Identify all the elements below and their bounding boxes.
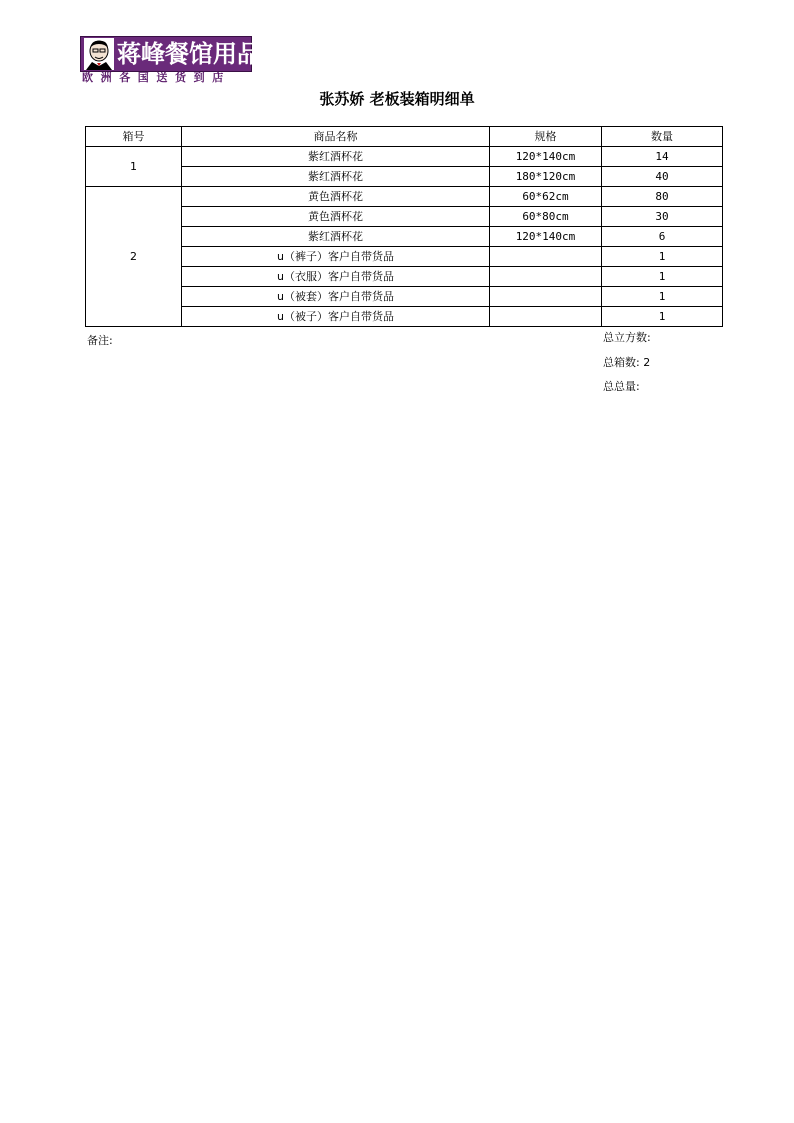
quantity-cell: 80 <box>602 187 723 207</box>
spec-cell <box>490 307 602 327</box>
spec-cell <box>490 267 602 287</box>
quantity-cell: 1 <box>602 287 723 307</box>
table-row <box>86 247 723 267</box>
product-name-cell: 紫红酒杯花 <box>182 147 490 167</box>
table-row <box>86 167 723 187</box>
company-logo <box>80 36 261 88</box>
quantity-cell: 1 <box>602 267 723 287</box>
box-number-cell: 1 <box>86 147 182 187</box>
quantity-cell: 1 <box>602 247 723 267</box>
header-box-no: 箱号 <box>86 127 182 147</box>
note-label: 备注: <box>87 334 113 347</box>
product-name-cell: 紫红酒杯花 <box>182 167 490 187</box>
packing-table <box>85 126 723 327</box>
quantity-cell: 14 <box>602 147 723 167</box>
product-name-cell: 黄色酒杯花 <box>182 187 490 207</box>
logo-company-name: 蒋峰餐馆用品 <box>117 40 261 68</box>
table-row <box>86 227 723 247</box>
spec-cell <box>490 247 602 267</box>
quantity-cell: 1 <box>602 307 723 327</box>
product-name-cell: u（衣服）客户自带货品 <box>182 267 490 287</box>
table-row <box>86 307 723 327</box>
table-header-row <box>86 127 723 147</box>
quantity-cell: 40 <box>602 167 723 187</box>
document-title: 张苏娇 老板装箱明细单 <box>319 90 475 108</box>
total-boxes: 总箱数: 2 <box>603 356 651 369</box>
table-row <box>86 207 723 227</box>
quantity-cell: 6 <box>602 227 723 247</box>
header-spec: 规格 <box>490 127 602 147</box>
spec-cell: 120*140cm <box>490 227 602 247</box>
table-body <box>86 147 723 327</box>
total-weight: 总总量: <box>603 380 640 393</box>
table-row <box>86 147 723 167</box>
portrait-icon <box>84 38 114 70</box>
table-row <box>86 287 723 307</box>
spec-cell: 60*80cm <box>490 207 602 227</box>
box-number-cell: 2 <box>86 187 182 327</box>
header-quantity: 数量 <box>602 127 723 147</box>
product-name-cell: 紫红酒杯花 <box>182 227 490 247</box>
spec-cell: 60*62cm <box>490 187 602 207</box>
header-product-name: 商品名称 <box>182 127 490 147</box>
spec-cell <box>490 287 602 307</box>
spec-cell: 180*120cm <box>490 167 602 187</box>
product-name-cell: u（被套）客户自带货品 <box>182 287 490 307</box>
product-name-cell: 黄色酒杯花 <box>182 207 490 227</box>
quantity-cell: 30 <box>602 207 723 227</box>
product-name-cell: u（裤子）客户自带货品 <box>182 247 490 267</box>
table-row <box>86 267 723 287</box>
product-name-cell: u（被子）客户自带货品 <box>182 307 490 327</box>
logo-banner <box>80 36 261 72</box>
logo-tagline: 欧洲各国送货到店 <box>82 71 231 84</box>
total-volume: 总立方数: <box>603 331 651 344</box>
table-row <box>86 187 723 207</box>
spec-cell: 120*140cm <box>490 147 602 167</box>
